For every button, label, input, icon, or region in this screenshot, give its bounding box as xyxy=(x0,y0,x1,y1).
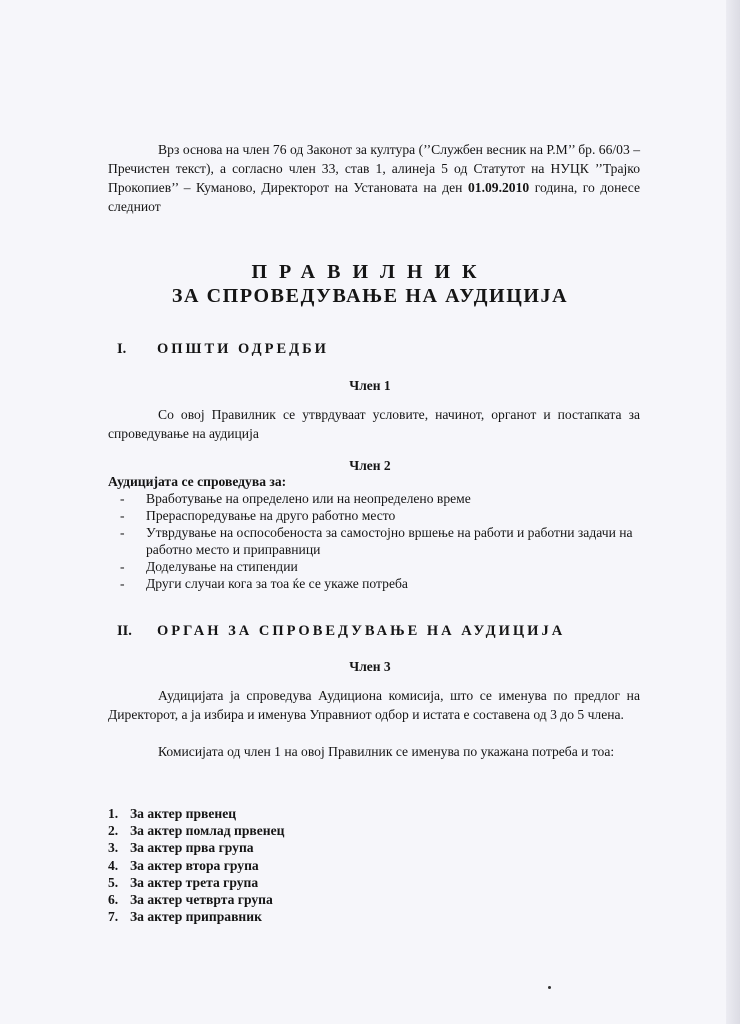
article-2-heading: Член 2 xyxy=(349,458,391,473)
article-3-paragraph-2: Комисијата од член 1 на овој Правилник се именува по укажана потреба и тоа: xyxy=(158,744,615,759)
intro-text-end: година, го донесе следниот xyxy=(108,180,640,214)
article-1-text: Со овој Правилник се утврдуваат условите, начинот, органот и постапката за спроведување на аудиција xyxy=(108,407,640,441)
document-title: ПРАВИЛНИК xyxy=(251,261,489,283)
list-item: - Утврдување на оспособеноста за самостојно вршење на работи и работни задачи на работно место и приправници xyxy=(120,525,633,557)
list-item: 4. За актер втора група xyxy=(108,857,259,873)
list-item: 6. За актер четврта група xyxy=(108,892,273,908)
list-item: 3. За актер прва група xyxy=(108,840,254,856)
list-item: 5. За актер трета група xyxy=(108,874,259,890)
article-2-list xyxy=(108,490,640,592)
article-3-numbered-list xyxy=(108,805,284,925)
section-1-title: ОПШТИ ОДРЕДБИ xyxy=(157,341,329,357)
section-1-number: I. xyxy=(117,341,127,357)
scan-edge-shadow xyxy=(726,0,740,1024)
article-3-paragraph-1: Аудицијата ја спроведува Аудициона комисија, што се именува по предлог на Директорот, а ја избира и именува Управниот одбор и истата е составена од 3 до 5 члена. xyxy=(108,688,640,722)
list-item: - Вработување на определено или на неопределено време xyxy=(120,491,471,506)
list-item: 1. За актер првенец xyxy=(108,806,237,821)
intro-text: Врз основа на член 76 од Законот за култура (’’Службен весник на Р.М’’ бр. 66/03 – Пречистен текст), а согласно член 33, став 1, алинеја 5 од Статутот на НУЦК ’’Трајко Прокопиев’’ – Куманово, Директорот на Установата на ден xyxy=(108,142,640,195)
list-item: - Доделување на стипендии xyxy=(120,559,298,574)
article-3-heading: Член 3 xyxy=(349,659,391,674)
document-subtitle: ЗА СПРОВЕДУВАЊЕ НА АУДИЦИЈА xyxy=(171,285,569,307)
list-item: 2. За актер помлад првенец xyxy=(108,823,285,839)
intro-paragraph xyxy=(108,140,640,216)
article-1-heading: Член 1 xyxy=(349,378,391,393)
intro-date: 01.09.2010 xyxy=(468,180,530,195)
list-item: 7. За актер приправник xyxy=(108,909,262,925)
list-item: - Прераспоредување на друго работно место xyxy=(120,508,396,523)
section-2-number: II. xyxy=(117,623,132,639)
list-item: - Други случаи кога за тоа ќе се укаже потреба xyxy=(120,576,408,591)
article-2-lead: Аудицијата се спроведува за: xyxy=(108,474,287,489)
section-2-title: ОРГАН ЗА СПРОВЕДУВАЊЕ НА АУДИЦИЈА xyxy=(157,623,566,639)
scan-speck xyxy=(548,986,551,989)
